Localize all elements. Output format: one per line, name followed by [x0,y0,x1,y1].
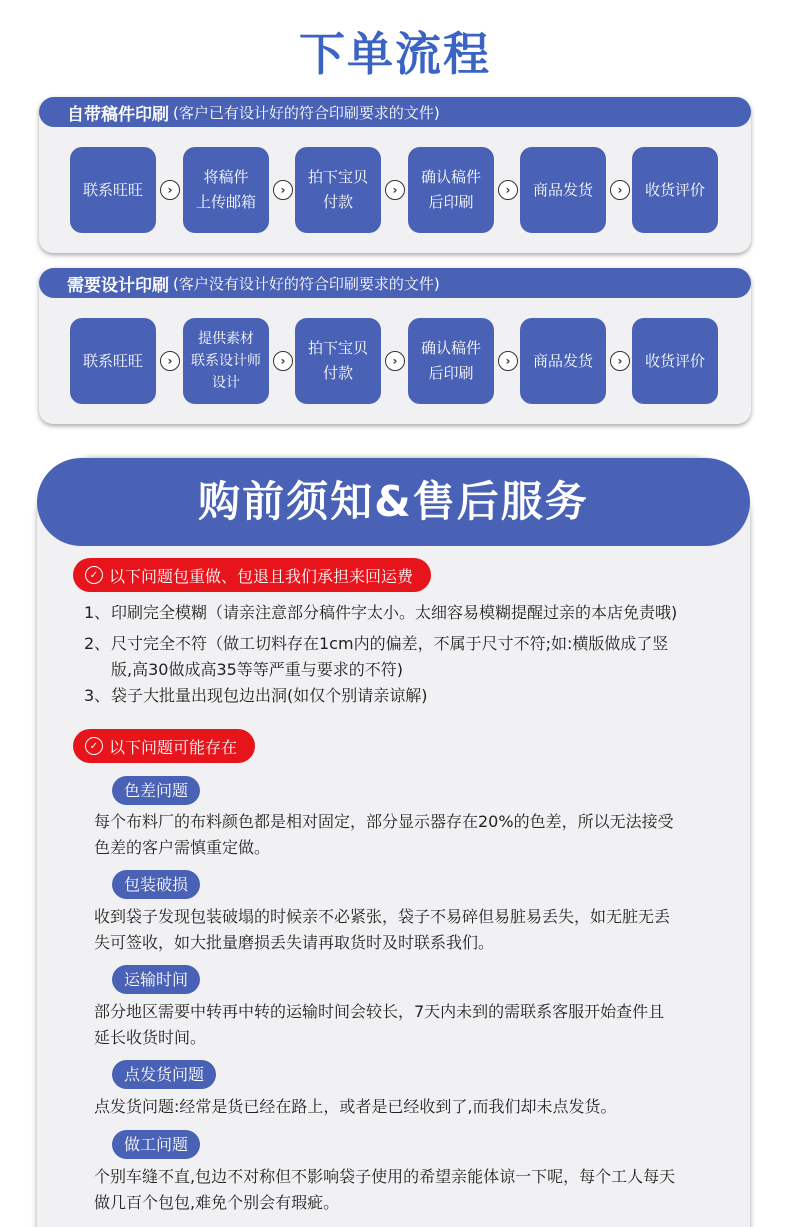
flow-card-design-print [39,268,751,424]
notice-panel [37,458,750,1227]
chevron-right-circle-icon: › [273,180,293,200]
notice-title: 购前须知&售后服务 [37,458,750,546]
desc-line: 点发货问题:经常是货已经在路上，或者是已经收到了,而我们却未点发货。 [94,1097,617,1116]
desc-line: 每个布料厂的布料颜色都是相对固定，部分显示器存在20%的色差，所以无法接受 [94,812,674,831]
page-title: 下单流程 [299,27,491,81]
item-text: 版,高30做成高35等等严重与要求的不符) [111,660,404,679]
issue-desc-shipping-time [94,999,714,1051]
chevron-right-circle-icon: › [610,351,630,371]
item-text: 印刷完全模糊（请亲注意部分稿件字太小。太细容易模糊提醒过亲的本店免责哦) [111,603,678,622]
check-circle-icon: ✓ [85,737,103,755]
step-confirm-print: 确认稿件 后印刷 [408,147,494,233]
chevron-right-circle-icon: › [273,351,293,371]
step-ship: 商品发货 [520,318,606,404]
desc-line: 做几百个包包,难免个别会有瑕疵。 [94,1193,340,1212]
flow-note: (客户已有设计好的符合印刷要求的文件) [173,103,440,122]
issue-desc-workmanship [94,1164,714,1216]
desc-line: 色差的客户需慎重定做。 [94,838,271,857]
step-pay: 拍下宝贝 付款 [295,318,381,404]
item-text: 袋子大批量出现包边出洞(如仅个别请亲谅解) [111,686,428,705]
issue-tag-package: 包装破损 [112,870,200,899]
step-upload-email: 将稿件 上传邮箱 [183,147,269,233]
chevron-right-circle-icon: › [610,180,630,200]
check-circle-icon: ✓ [85,566,103,584]
desc-line: 延长收货时间。 [94,1028,207,1047]
chevron-right-circle-icon: › [160,180,180,200]
step-ship: 商品发货 [520,147,606,233]
issue-tag-shipping-time: 运输时间 [112,965,200,994]
item-number: 2、 [84,634,111,653]
chevron-right-circle-icon: › [498,351,518,371]
chevron-right-circle-icon: › [160,351,180,371]
desc-line: 收到袋子发现包装破塌的时候亲不必紧张，袋子不易碎但易脏易丢失，如无脏无丢 [94,907,671,926]
issue-tag-color: 色差问题 [112,776,200,805]
desc-line: 部分地区需要中转再中转的运输时间会较长，7天内未到的需联系客服开始查件且 [94,1002,665,1021]
step-review: 收货评价 [632,147,718,233]
item-number: 3、 [84,686,111,705]
flow-card-self-print [39,97,751,253]
item-text: 尺寸完全不符（做工切料存在1cm内的偏差，不属于尺寸不符;如:横版做成了竖 [111,634,669,653]
flow-title: 需要设计印刷 [67,275,169,296]
flow-note: (客户没有设计好的符合印刷要求的文件) [173,274,440,293]
guarantee-item-2 [84,630,668,657]
item-number: 1、 [84,603,111,622]
step-contact-wangwang: 联系旺旺 [70,147,156,233]
guarantee-title: 以下问题包重做、包退且我们承担来回运费 [109,566,414,586]
chevron-right-circle-icon: › [385,180,405,200]
guarantee-item-1 [84,599,677,626]
step-confirm-print: 确认稿件 后印刷 [408,318,494,404]
desc-line: 个别车缝不直,包边不对称但不影响袋子使用的希望亲能体谅一下呢，每个工人每天 [94,1167,676,1186]
desc-line: 失可签收，如大批量磨损丢失请再取货时及时联系我们。 [94,933,495,952]
issue-desc-package [94,904,714,956]
possible-pill [73,729,255,763]
guarantee-pill [73,558,431,592]
step-review: 收货评价 [632,318,718,404]
issue-desc-dispatch [94,1094,714,1120]
issue-tag-dispatch: 点发货问题 [112,1060,216,1089]
chevron-right-circle-icon: › [498,180,518,200]
chevron-right-circle-icon: › [385,351,405,371]
possible-title: 以下问题可能存在 [109,737,238,757]
guarantee-item-2-cont [111,656,403,683]
issue-desc-color [94,809,714,861]
flow-title: 自带稿件印刷 [67,104,169,125]
step-provide-material: 提供素材 联系设计师 设计 [183,318,269,404]
guarantee-item-3 [84,682,428,709]
step-contact-wangwang: 联系旺旺 [70,318,156,404]
issue-tag-workmanship: 做工问题 [112,1130,200,1159]
step-pay: 拍下宝贝 付款 [295,147,381,233]
